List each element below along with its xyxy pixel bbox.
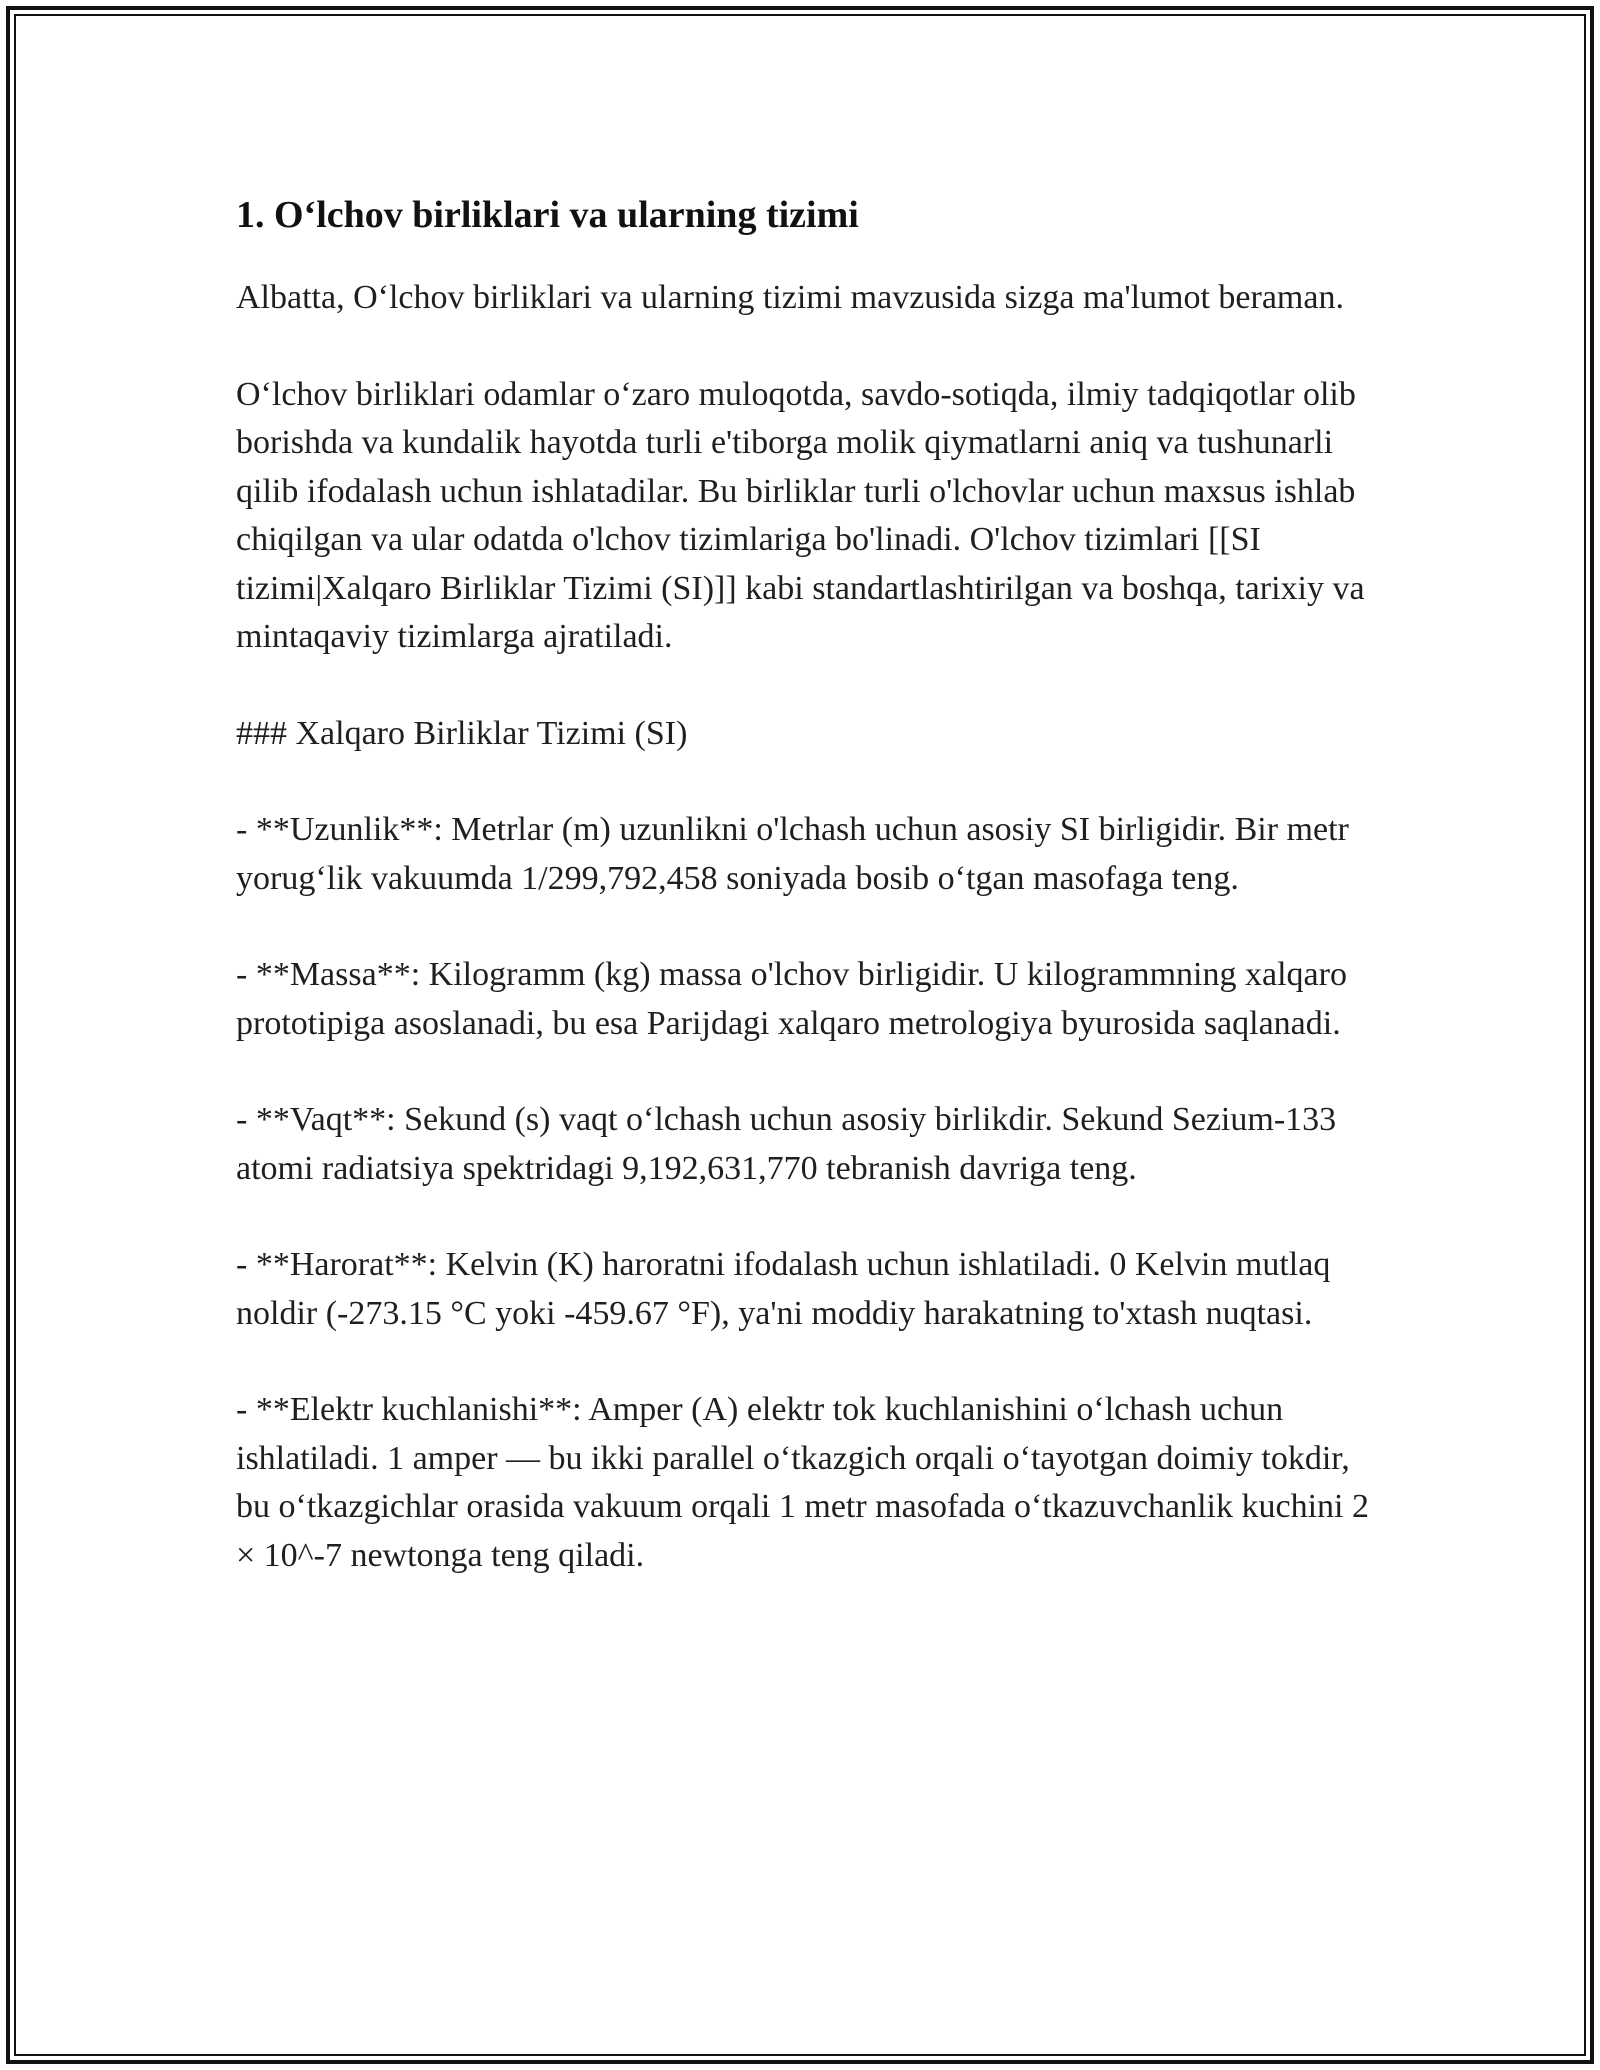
list-item-temperature: - **Harorat**: Kelvin (K) haroratni ifodalash uchun ishlatiladi. 0 Kelvin mutlaq noldir (-273.15 °C yoki -459.67 °F), ya'ni moddiy harakatning to'xtash nuqtasi. (236, 1246, 1331, 1332)
overview-paragraph: O‘lchov birliklari odamlar o‘zaro muloqotda, savdo-sotiqda, ilmiy tadqiqotlar olib borishda va kundalik hayotda turli e'tiborga molik qiymatlarni aniq va tushunarli qilib ifodalash uchun ishlatadilar. Bu birliklar turli o'lchovlar uchun maxsus ishlab chiqilgan va ular odatda o'lchov tizimlariga bo'linadi. O'lchov tizimlari [[SI tizimi|Xalqaro Birliklar Tizimi (SI)]] kabi standartlashtirilgan va boshqa, tarixiy va mintaqaviy tizimlarga ajratiladi. (236, 375, 1365, 655)
si-section-heading: ### Xalqaro Birliklar Tizimi (SI) (236, 714, 688, 752)
list-item-mass: - **Massa**: Kilogramm (kg) massa o'lchov birligidir. U kilogrammning xalqaro prototipiga asoslanadi, bu esa Parijdagi xalqaro metrologiya byurosida saqlanadi. (236, 956, 1347, 1042)
list-item-length: - **Uzunlik**: Metrlar (m) uzunlikni o'lchash uchun asosiy SI birligidir. Bir metr yorug‘lik vakuumda 1/299,792,458 soniyada bosib o‘tgan masofaga teng. (236, 811, 1349, 897)
intro-paragraph: Albatta, O‘lchov birliklari va ularning tizimi mavzusida sizga ma'lumot beraman. (236, 279, 1344, 316)
list-item-electric-current: - **Elektr kuchlanishi**: Amper (A) elektr tok kuchlanishini o‘lchash uchun ishlatiladi. 1 amper — bu ikki parallel o‘tkazgich orqali o‘tayotgan doimiy tokdir, bu o‘tkazgichlar orasida vakuum orqali 1 metr masofada o‘tkazuvchanlik kuchini 2 × 10^-7 newtonga teng qiladi. (236, 1391, 1369, 1574)
document-body (236, 190, 1376, 1628)
document-title: 1. O‘lchov birliklari va ularning tizimi (236, 194, 859, 236)
list-item-time: - **Vaqt**: Sekund (s) vaqt o‘lchash uchun asosiy birlikdir. Sekund Sezium-133 atomi radiatsiya spektridagi 9,192,631,770 tebranish davriga teng. (236, 1101, 1337, 1187)
